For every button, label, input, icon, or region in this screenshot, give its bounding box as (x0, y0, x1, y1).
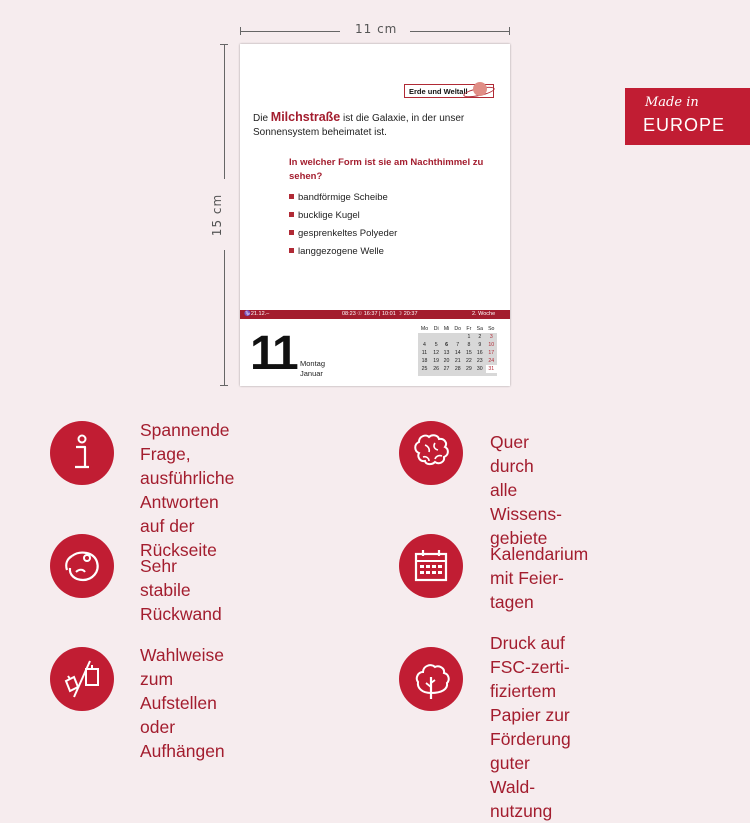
month: Januar (300, 369, 323, 378)
width-tick (240, 27, 241, 35)
feature-text: Spannende Frage, ausführliche Antworten auf der Rückseite (140, 420, 235, 560)
answer-options (289, 191, 397, 263)
planet-icon (473, 82, 487, 96)
height-dimension-line (224, 250, 225, 386)
height-tick (220, 385, 228, 386)
badge-made-in: Made in (645, 95, 699, 110)
height-label: 15 cm (210, 193, 225, 237)
tree-icon (399, 647, 463, 711)
mini-calendar-week: 4 5 6 7 8 9 10 (423, 342, 495, 348)
width-tick (509, 27, 510, 35)
feature-text: Wahlweise zum Aufstellen oder Aufhängen (140, 645, 225, 761)
info-bar (240, 310, 510, 326)
brain-icon (399, 421, 463, 485)
bullet-icon (289, 248, 294, 253)
sturdy-back-icon (50, 534, 114, 598)
width-dimension-line (410, 31, 510, 32)
bullet-icon (289, 194, 294, 199)
answer-option: gesprenkeltes Polyeder (289, 227, 397, 245)
sun-moon-times: 08:23 ☉ 16:37 | 10:01 ☽ 20:37 (342, 311, 418, 317)
mini-calendar-week: 11 12 13 14 15 16 17 (421, 350, 495, 356)
zodiac-range: ♑ 21.12.–19.1. (244, 311, 270, 326)
answer-option: bandförmige Scheibe (289, 191, 397, 209)
height-tick (220, 44, 228, 45)
intro-rest: ist die Galaxie, in der unser Sonnensystem beheimatet ist. (253, 113, 465, 138)
question-text: In welcher Form ist sie am Nachthimmel zu sehen? (289, 157, 484, 182)
feature-text: Druck auf FSC-zerti- fiziertem Papier zur Förderung guter Wald- nutzung (490, 633, 571, 821)
day-label (300, 359, 325, 379)
answer-option: langgezogene Welle (289, 245, 397, 263)
bullet-icon (289, 230, 294, 235)
category-tag (404, 84, 494, 98)
week-number: 2. Woche (472, 311, 496, 317)
answer-option: bucklige Kugel (289, 209, 397, 227)
height-dimension-line (224, 44, 225, 179)
weekday: Montag (300, 359, 326, 368)
mini-calendar-header: Mo Di Mi Do Fr Sa So (418, 325, 497, 333)
made-in-europe-badge (625, 88, 750, 145)
feature-text: Quer durch alle Wissens- gebiete (490, 432, 562, 548)
width-dimension-line (240, 31, 340, 32)
intro-highlight: Milchstraße (270, 110, 341, 124)
stand-hang-icon (50, 647, 114, 711)
mini-calendar (418, 325, 497, 376)
mini-calendar-week: 1 2 3 (467, 334, 493, 340)
mini-calendar-week: 25 26 27 28 29 30 31 (418, 365, 497, 373)
bullet-icon (289, 212, 294, 217)
feature-text: Sehr stabile Rückwand (140, 556, 222, 624)
category-label: Erde und Weltall (409, 87, 468, 96)
intro-prefix: Die (253, 113, 269, 124)
intro-text (253, 110, 498, 140)
calendar-icon (399, 534, 463, 598)
info-icon (50, 421, 114, 485)
feature-text: Kalendarium mit Feier- tagen (490, 544, 589, 612)
day-number: 11 (250, 327, 297, 380)
calendar-page (240, 44, 510, 386)
width-label: 11 cm (355, 22, 398, 36)
mini-calendar-week: 18 19 20 21 22 23 24 (421, 358, 495, 364)
badge-europe: EUROPE (643, 115, 726, 135)
